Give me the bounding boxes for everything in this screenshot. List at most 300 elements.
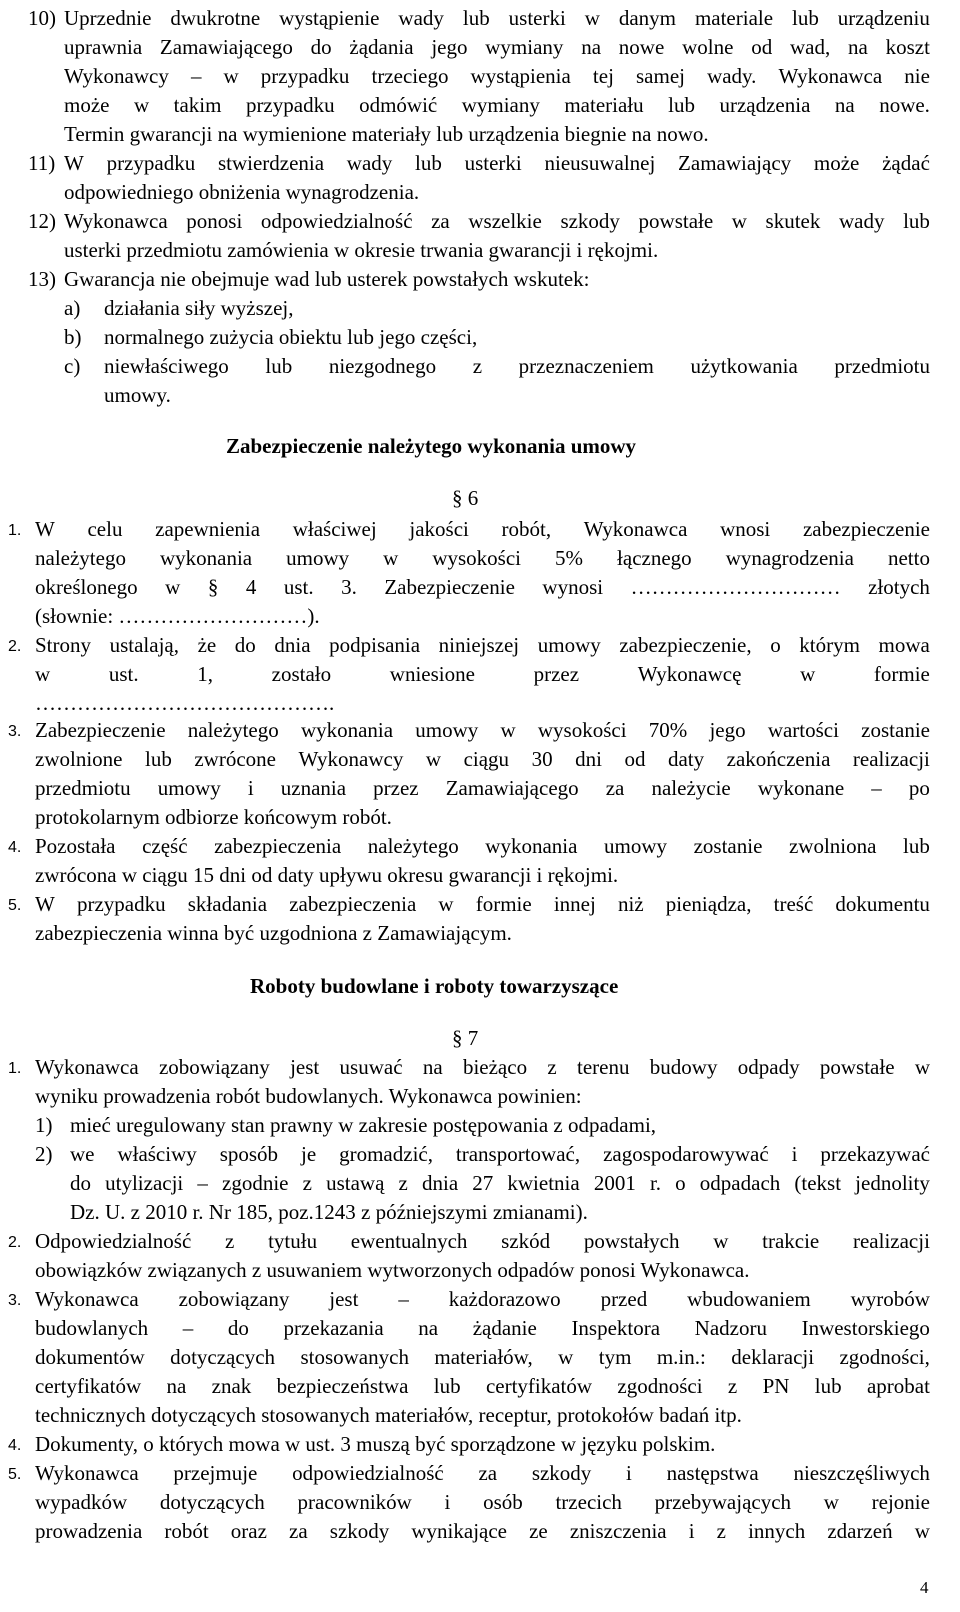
word: w	[383, 546, 399, 570]
word: Wykonawcę	[637, 662, 742, 686]
word: gromadzić,	[339, 1142, 433, 1166]
s7-sub-line	[70, 1142, 930, 1166]
word: zabezpieczenia	[214, 834, 342, 858]
word: wszelkie	[468, 209, 542, 233]
word: i	[688, 1519, 695, 1543]
word: zostało	[271, 662, 332, 686]
word: dwukrotne	[170, 6, 261, 30]
word: powstałych	[583, 1229, 680, 1253]
word: żądania	[349, 35, 414, 59]
item-10-line	[64, 93, 930, 117]
word: nieszczęśliwych	[793, 1461, 930, 1485]
word: 30	[531, 747, 553, 771]
word: wbudowaniem	[687, 1287, 811, 1311]
word: dotyczących	[170, 1345, 276, 1369]
word: i	[626, 1461, 632, 1485]
word: z	[302, 1171, 312, 1195]
word: utylizacji	[105, 1171, 184, 1195]
word: odmówić	[359, 93, 438, 117]
word: robót	[164, 1519, 209, 1543]
item-11-line: odpowiedniego obniżenia wynagrodzenia.	[64, 180, 420, 204]
word: przekazywać	[820, 1142, 930, 1166]
word: zgodności	[617, 1374, 703, 1398]
word: na	[848, 35, 868, 59]
word: że	[197, 633, 217, 657]
s6-item-line	[35, 892, 930, 916]
word: dokumentu	[835, 892, 930, 916]
word: przypadku	[106, 151, 196, 175]
word: –	[871, 776, 882, 800]
word: ewentualnych	[350, 1229, 468, 1253]
word: Zamawiającego	[159, 35, 293, 59]
word: Wykonawca	[64, 209, 168, 233]
word: w	[438, 892, 454, 916]
s6-item-line	[35, 718, 930, 742]
s7-item-line	[35, 1519, 930, 1543]
word: uprawnia	[64, 35, 143, 59]
s7-item-line	[35, 1461, 930, 1485]
word: Wykonawca	[35, 1287, 139, 1311]
word: aprobat	[866, 1374, 930, 1398]
word: na	[422, 1055, 443, 1079]
word: Wykonawca	[583, 517, 688, 541]
item-10-line: Termin gwarancji na wymienione materiały lub urządzenia biegnie na nowo.	[64, 122, 709, 146]
word: odpowiedzialność	[292, 1461, 444, 1485]
word: wystąpienia	[470, 64, 571, 88]
word: Zamawiający	[678, 151, 792, 175]
word: wymiany	[461, 93, 540, 117]
word: i	[791, 1142, 798, 1166]
word: umowy	[604, 834, 668, 858]
word: do	[234, 633, 256, 657]
word: żądanie	[472, 1316, 537, 1340]
word: lub	[462, 6, 490, 30]
word: zabezpieczenie	[802, 517, 930, 541]
s6-item-line	[35, 747, 930, 771]
word: część	[142, 834, 188, 858]
word: formie	[475, 892, 532, 916]
word: zakończenia	[726, 747, 831, 771]
word: za	[289, 1519, 308, 1543]
word: formie	[873, 662, 930, 686]
word: certyfikatów	[485, 1374, 593, 1398]
word: robót,	[501, 517, 552, 541]
word: lub	[792, 6, 819, 30]
word: przez	[373, 776, 419, 800]
word: umowy	[286, 546, 350, 570]
word: znak	[211, 1374, 252, 1398]
word: pieniądza,	[665, 892, 752, 916]
word: zapewnienia	[155, 517, 261, 541]
item-13-number: 13)	[28, 267, 56, 291]
word: m.in.:	[656, 1345, 706, 1369]
word: Nadzoru	[694, 1316, 767, 1340]
word: zdarzeń	[827, 1519, 893, 1543]
word: 5%	[555, 546, 584, 570]
word: urządzenia	[719, 93, 811, 117]
word: usuwać	[339, 1055, 403, 1079]
word: terenu	[577, 1055, 630, 1079]
word: we	[70, 1142, 95, 1166]
word: treść	[773, 892, 814, 916]
s7-item-line: obowiązków związanych z usuwaniem wytworzonych odpadów ponosi Wykonawca.	[35, 1258, 750, 1282]
word: –	[197, 1171, 208, 1195]
section-6-heading: Zabezpieczenie należytego wykonania umowy	[226, 434, 637, 458]
word: za	[431, 209, 450, 233]
s6-item-number: 5.	[8, 897, 22, 914]
word: ustalają,	[109, 633, 179, 657]
word: tej	[592, 64, 614, 88]
item-10-line	[64, 35, 930, 59]
word: W	[35, 517, 55, 541]
word: nieusuwalnej	[544, 151, 656, 175]
section-7-heading: Roboty budowlane i roboty towarzyszące	[250, 974, 619, 998]
word: realizacji	[852, 1229, 930, 1253]
word: przedmiotu	[35, 776, 131, 800]
word: w	[914, 1055, 930, 1079]
word: zgodnie	[222, 1171, 289, 1195]
word: jednolity	[855, 1171, 930, 1195]
word: szkody	[531, 1461, 592, 1485]
word: dnia	[421, 1171, 459, 1195]
word: nie	[904, 64, 930, 88]
word: materiale	[694, 6, 774, 30]
word: należytego	[187, 718, 279, 742]
word: z	[716, 1519, 726, 1543]
word: na	[834, 93, 855, 117]
word: z	[472, 354, 483, 378]
word: Wykonawca	[35, 1055, 139, 1079]
word: w	[800, 662, 816, 686]
word: wolne	[682, 35, 734, 59]
word: materiałów,	[434, 1345, 533, 1369]
word: –	[398, 1287, 409, 1311]
word: PN	[762, 1374, 790, 1398]
word: następstwa	[666, 1461, 759, 1485]
word: niewłaściwego	[104, 354, 229, 378]
word: zagospodarowywać	[603, 1142, 769, 1166]
word: nowe.	[879, 93, 930, 117]
word: złotych	[868, 575, 930, 599]
word: za	[478, 1461, 498, 1485]
word: w	[584, 6, 600, 30]
word: pracowników	[297, 1490, 412, 1514]
word: innych	[748, 1519, 806, 1543]
s7-sub-line: Dz. U. z 2010 r. Nr 185, poz.1243 z późniejszymi zmianami).	[70, 1200, 588, 1224]
item-13-sub-continuation: umowy.	[104, 383, 171, 407]
word: W	[64, 151, 84, 175]
word: mowa	[878, 633, 930, 657]
s6-item-number: 3.	[8, 723, 22, 740]
word: właściwej	[292, 517, 377, 541]
s6-item-line: (słownie: ………………………).	[35, 604, 320, 628]
word: powstałe	[638, 209, 714, 233]
word: 1,	[197, 662, 213, 686]
s7-item-line	[35, 1229, 930, 1253]
word: zostanie	[693, 834, 763, 858]
s7-item-line	[35, 1316, 930, 1340]
word: w	[165, 575, 181, 599]
word: skutek	[765, 209, 821, 233]
word: Strony	[35, 633, 92, 657]
s7-item-number: 4.	[8, 1437, 22, 1454]
item-13-sub-text: działania siły wyższej,	[104, 296, 294, 320]
word: 2001	[593, 1171, 636, 1195]
word: od	[751, 35, 773, 59]
word: Zabezpieczenie	[35, 718, 166, 742]
word: odpowiedzialność	[260, 209, 413, 233]
word: §	[207, 575, 219, 599]
word: celu	[87, 517, 123, 541]
word: i	[444, 1490, 451, 1514]
word: ust.	[283, 575, 314, 599]
word: Inwestorskiego	[801, 1316, 930, 1340]
word: po	[908, 776, 930, 800]
word: o	[675, 1171, 686, 1195]
word: w	[500, 718, 516, 742]
word: tym	[598, 1345, 632, 1369]
s7-sub-line	[70, 1171, 930, 1195]
s7-sub-line: mieć uregulowany stan prawny w zakresie postępowania z odpadami,	[70, 1113, 657, 1137]
word: Wykonawca	[778, 64, 883, 88]
word: zwrócone	[194, 747, 276, 771]
word: trzecich	[555, 1490, 622, 1514]
word: łącznego	[617, 546, 692, 570]
word: wniesione	[389, 662, 475, 686]
word: zobowiązany	[158, 1055, 270, 1079]
word: na	[418, 1316, 439, 1340]
s7-item-line: wyniku prowadzenia robót budowlanych. Wykonawca powinien:	[35, 1084, 582, 1108]
word: z	[225, 1229, 235, 1253]
word: Zabezpieczenie	[384, 575, 515, 599]
word: wykonania	[300, 718, 394, 742]
word: oraz	[230, 1519, 267, 1543]
s6-item-line	[35, 633, 930, 657]
word: wady.	[707, 64, 757, 88]
s7-sub-mark: 2)	[35, 1142, 53, 1166]
word: umowy	[157, 776, 221, 800]
word: określonego	[35, 575, 138, 599]
word: W	[35, 892, 55, 916]
word: lub	[415, 151, 442, 175]
s7-item-line	[35, 1490, 930, 1514]
word: z	[727, 1374, 738, 1398]
section-6-paragraph-mark: § 6	[452, 486, 479, 510]
word: zwolniona	[788, 834, 877, 858]
word: bieżąco	[462, 1055, 528, 1079]
word: wynikające	[411, 1519, 507, 1543]
word: je	[301, 1142, 317, 1166]
word: zabezpieczenie,	[619, 633, 752, 657]
s6-item-number: 4.	[8, 839, 22, 856]
word: którym	[799, 633, 860, 657]
word: do	[310, 35, 332, 59]
word: usterki	[508, 6, 566, 30]
word: przed	[600, 1287, 648, 1311]
word: wystąpienie	[279, 6, 380, 30]
word: lub	[433, 1374, 461, 1398]
word: wysokości	[537, 718, 627, 742]
s6-item-line	[35, 776, 930, 800]
word: wyrobów	[850, 1287, 930, 1311]
word: przedmiotu	[834, 354, 930, 378]
word: przebywających	[654, 1490, 792, 1514]
s7-item-line: technicznych dotyczących stosowanych materiałów, receptur, protokołów badań itp.	[35, 1403, 742, 1427]
word: wymiany	[485, 35, 564, 59]
word: tytułu	[268, 1229, 318, 1253]
word: zobowiązany	[178, 1287, 290, 1311]
word: za	[605, 776, 625, 800]
word: jakości	[409, 517, 469, 541]
word: zabezpieczenia	[289, 892, 417, 916]
word: wykonania	[485, 834, 578, 858]
item-13-intro: Gwarancja nie obejmuje wad lub usterek powstałych wskutek:	[64, 267, 590, 291]
s7-item-line	[35, 1055, 930, 1079]
word: Uprzednie	[64, 6, 152, 30]
s6-item-line	[35, 834, 930, 858]
page-number: 4	[920, 1578, 929, 1597]
word: wady	[346, 151, 393, 175]
word: należytego	[35, 546, 126, 570]
word: w	[35, 662, 51, 686]
word: może	[64, 93, 110, 117]
word: lub	[903, 209, 930, 233]
word: na	[166, 1374, 187, 1398]
word: sposób	[219, 1142, 279, 1166]
word: wad,	[789, 35, 831, 59]
word: lub	[903, 834, 930, 858]
word: o	[770, 633, 781, 657]
word: do	[227, 1316, 249, 1340]
word: rejonie	[871, 1490, 930, 1514]
word: stwierdzenia	[217, 151, 325, 175]
word: przez	[533, 662, 580, 686]
word: do	[70, 1171, 91, 1195]
word: i	[247, 776, 254, 800]
s7-item-line	[35, 1345, 930, 1369]
word: trakcie	[762, 1229, 820, 1253]
word: lub	[145, 747, 172, 771]
word: przypadku	[76, 892, 166, 916]
word: transportować,	[455, 1142, 581, 1166]
item-11-line	[64, 151, 930, 175]
word: uznania	[280, 776, 347, 800]
word: wykonane	[757, 776, 845, 800]
word: zostanie	[861, 718, 930, 742]
word: innej	[553, 892, 596, 916]
word: z	[547, 1055, 557, 1079]
word: wynagrodzenia	[725, 546, 854, 570]
item-13-sub-mark: b)	[64, 325, 82, 349]
word: należytego	[367, 834, 459, 858]
word: (tekst	[794, 1171, 842, 1195]
word: zgodności,	[839, 1345, 930, 1369]
word: przypadku	[260, 64, 350, 88]
word: w	[713, 1229, 729, 1253]
word: netto	[887, 546, 930, 570]
word: samej	[636, 64, 685, 88]
word: lub	[814, 1374, 842, 1398]
word: przejmuje	[173, 1461, 258, 1485]
s6-item-line	[35, 517, 930, 541]
word: powstałe	[819, 1055, 895, 1079]
s6-item-line	[35, 662, 930, 686]
word: w	[823, 1490, 839, 1514]
word: prowadzenia	[35, 1519, 143, 1543]
word: może	[813, 151, 860, 175]
word: od	[624, 747, 646, 771]
word: umowy	[415, 718, 479, 742]
word: osób	[483, 1490, 523, 1514]
word: …………………………	[630, 575, 841, 599]
word: właściwy	[117, 1142, 197, 1166]
s6-item-line: zwrócona w ciągu 15 dni od daty upływu okresu gwarancji i rękojmi.	[35, 863, 619, 887]
item-12-line	[64, 209, 930, 233]
word: dni	[575, 747, 602, 771]
s6-item-line: protokolarnym odbiorze końcowym robót.	[35, 805, 392, 829]
word: stosowanych	[300, 1345, 409, 1369]
word: niniejszej	[438, 633, 520, 657]
word: Wykonawcy	[64, 64, 169, 88]
s6-item-line: …………………………………….	[35, 691, 335, 715]
word: szkód	[501, 1229, 551, 1253]
word: budowy	[649, 1055, 718, 1079]
word: 27	[472, 1171, 494, 1195]
word: budowlanych	[35, 1316, 149, 1340]
word: szkody	[560, 209, 620, 233]
word: ciągu	[463, 747, 510, 771]
word: przeznaczeniem	[518, 354, 654, 378]
word: 4	[245, 575, 257, 599]
item-12-line: usterki przedmiotu zamówienia w okresie trwania gwarancji i rękojmi.	[64, 238, 659, 262]
word: jest	[329, 1287, 359, 1311]
s6-item-line	[35, 546, 930, 570]
word: Pozostała	[35, 834, 116, 858]
word: zwolnione	[35, 747, 123, 771]
word: wnosi	[720, 517, 771, 541]
word: z	[398, 1171, 408, 1195]
word: podpisania	[329, 633, 421, 657]
word: należycie	[651, 776, 731, 800]
word: wypadków	[35, 1490, 128, 1514]
word: r.	[649, 1171, 662, 1195]
word: materiału	[564, 93, 644, 117]
word: ustawą	[326, 1171, 385, 1195]
item-13-sub-mark: c)	[64, 354, 81, 378]
word: wysokości	[432, 546, 522, 570]
item-11-number: 11)	[28, 151, 56, 175]
word: każdorazowo	[448, 1287, 561, 1311]
word: ponosi	[186, 209, 243, 233]
item-10-line	[64, 64, 930, 88]
word: na	[581, 35, 602, 59]
item-13-sub-text: normalnego zużycia obiektu lub jego części,	[104, 325, 478, 349]
word: 70%	[648, 718, 688, 742]
word: deklaracji	[731, 1345, 815, 1369]
word: w	[558, 1345, 574, 1369]
word: niż	[617, 892, 644, 916]
word: –	[190, 64, 202, 88]
word: szkody	[329, 1519, 390, 1543]
s7-item-number: 2.	[8, 1234, 22, 1251]
word: odpady	[737, 1055, 800, 1079]
item-10-number: 10)	[28, 6, 56, 30]
word: wynosi	[542, 575, 604, 599]
item-12-number: 12)	[28, 209, 56, 233]
word: Zamawiającego	[445, 776, 579, 800]
word: ust.	[108, 662, 139, 686]
word: bezpieczeństwa	[276, 1374, 409, 1398]
